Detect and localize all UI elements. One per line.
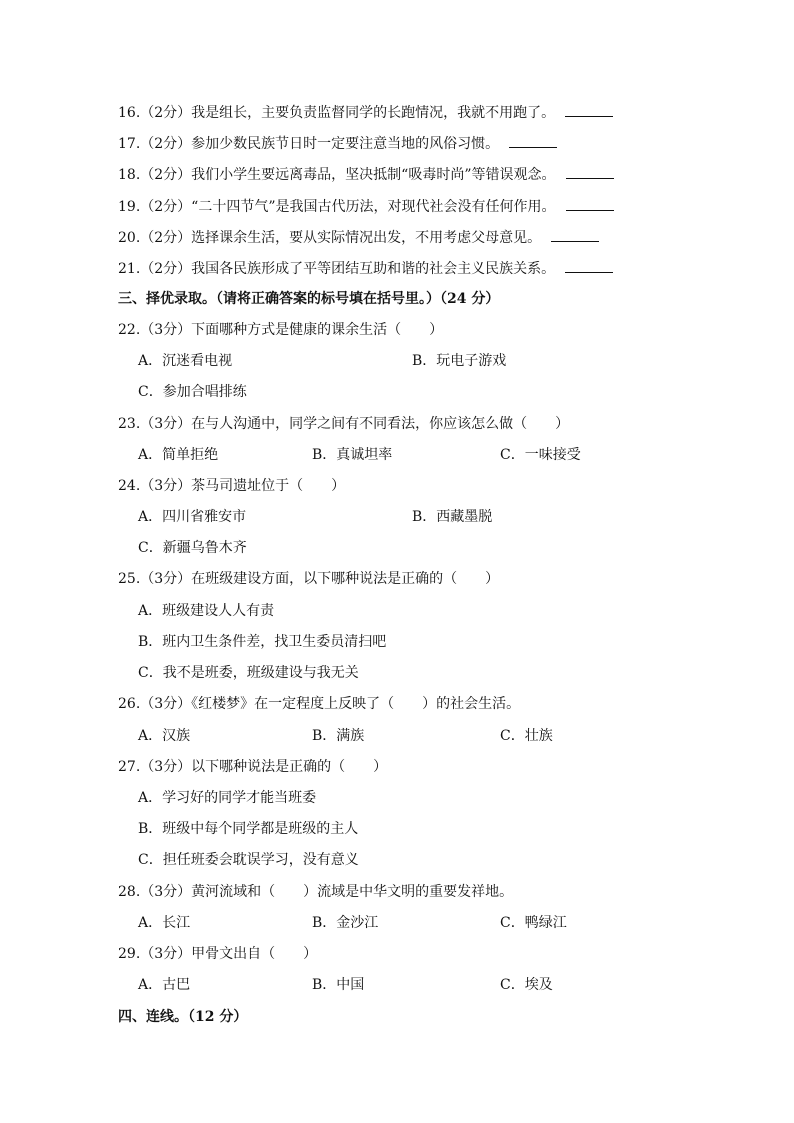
mc-23-option-b[interactable]: B．真诚坦率 — [312, 447, 393, 463]
mc-question-24: 24.（3分）茶马司遗址位于（ ） — [118, 478, 346, 494]
answer-blank[interactable] — [565, 102, 613, 117]
mc-27-option-a[interactable]: A．学习好的同学才能当班委 — [138, 790, 317, 806]
mc-29-option-b[interactable]: B．中国 — [312, 977, 365, 993]
mc-question-27: 27.（3分）以下哪种说法是正确的（ ） — [118, 759, 388, 775]
answer-blank[interactable] — [565, 258, 613, 273]
mc-27-option-b[interactable]: B．班级中每个同学都是班级的主人 — [138, 821, 359, 837]
mc-26-option-c[interactable]: C．壮族 — [500, 728, 553, 744]
mc-question-23: 23.（3分）在与人沟通中，同学之间有不同看法，你应该怎么做（ ） — [118, 416, 570, 432]
section-3-heading: 三、择优录取。（请将正确答案的标号填在括号里。）（24 分） — [118, 291, 500, 307]
mc-26-option-b[interactable]: B．满族 — [312, 728, 365, 744]
section-4-heading: 四、连线。（12 分） — [118, 1009, 248, 1025]
mc-23-option-c[interactable]: C．一味接受 — [500, 447, 581, 463]
mc-question-22: 22.（3分）下面哪种方式是健康的课余生活（ ） — [118, 322, 444, 338]
tf-item-16 — [118, 102, 613, 123]
mc-25-option-a[interactable]: A．班级建设人人有责 — [138, 603, 275, 619]
mc-22-option-a[interactable]: A．沉迷看电视 — [138, 353, 233, 369]
question-text: 21.（2分）我国各民族形成了平等团结互助和谐的社会主义民族关系。 — [118, 261, 556, 277]
tf-item-21 — [118, 258, 613, 279]
mc-22-option-b[interactable]: B．玩电子游戏 — [412, 353, 507, 369]
tf-item-17 — [118, 133, 557, 154]
mc-25-option-c[interactable]: C．我不是班委，班级建设与我无关 — [138, 665, 359, 681]
mc-question-28: 28.（3分）黄河流域和（ ）流域是中华文明的重要发祥地。 — [118, 884, 514, 900]
mc-24-option-a[interactable]: A．四川省雅安市 — [138, 509, 247, 525]
answer-blank[interactable] — [566, 164, 614, 179]
mc-28-option-c[interactable]: C．鸭绿江 — [500, 915, 567, 931]
mc-27-option-c[interactable]: C．担任班委会耽误学习，没有意义 — [138, 852, 359, 868]
answer-blank[interactable] — [566, 196, 614, 211]
mc-24-option-b[interactable]: B．西藏墨脱 — [412, 509, 493, 525]
mc-28-option-a[interactable]: A．长江 — [138, 915, 191, 931]
mc-28-option-b[interactable]: B．金沙江 — [312, 915, 379, 931]
question-text: 16.（2分）我是组长，主要负责监督同学的长跑情况，我就不用跑了。 — [118, 105, 556, 121]
mc-question-26: 26.（3分）《红楼梦》在一定程度上反映了（ ）的社会生活。 — [118, 696, 521, 712]
mc-29-option-a[interactable]: A．古巴 — [138, 977, 191, 993]
question-text: 18.（2分）我们小学生要远离毒品，坚决抵制“吸毒时尚”等错误观念。 — [118, 167, 556, 183]
question-text: 20.（2分）选择课余生活，要从实际情况出发，不用考虑父母意见。 — [118, 230, 542, 246]
mc-24-option-c[interactable]: C．新疆乌鲁木齐 — [138, 540, 247, 556]
question-text: 17.（2分）参加少数民族节日时一定要注意当地的风俗习惯。 — [118, 136, 500, 152]
mc-25-option-b[interactable]: B．班内卫生条件差，找卫生委员清扫吧 — [138, 634, 387, 650]
mc-23-option-a[interactable]: A．简单拒绝 — [138, 447, 219, 463]
tf-item-20 — [118, 227, 599, 248]
mc-26-option-a[interactable]: A．汉族 — [138, 728, 191, 744]
mc-question-25: 25.（3分）在班级建设方面，以下哪种说法是正确的（ ） — [118, 571, 500, 587]
mc-22-option-c[interactable]: C．参加合唱排练 — [138, 384, 247, 400]
answer-blank[interactable] — [551, 227, 599, 242]
question-text: 19.（2分）“二十四节气”是我国古代历法，对现代社会没有任何作用。 — [118, 199, 556, 215]
tf-item-19 — [118, 196, 614, 217]
mc-29-option-c[interactable]: C．埃及 — [500, 977, 553, 993]
mc-question-29: 29.（3分）甲骨文出自（ ） — [118, 946, 318, 962]
answer-blank[interactable] — [509, 133, 557, 148]
tf-item-18 — [118, 164, 614, 185]
